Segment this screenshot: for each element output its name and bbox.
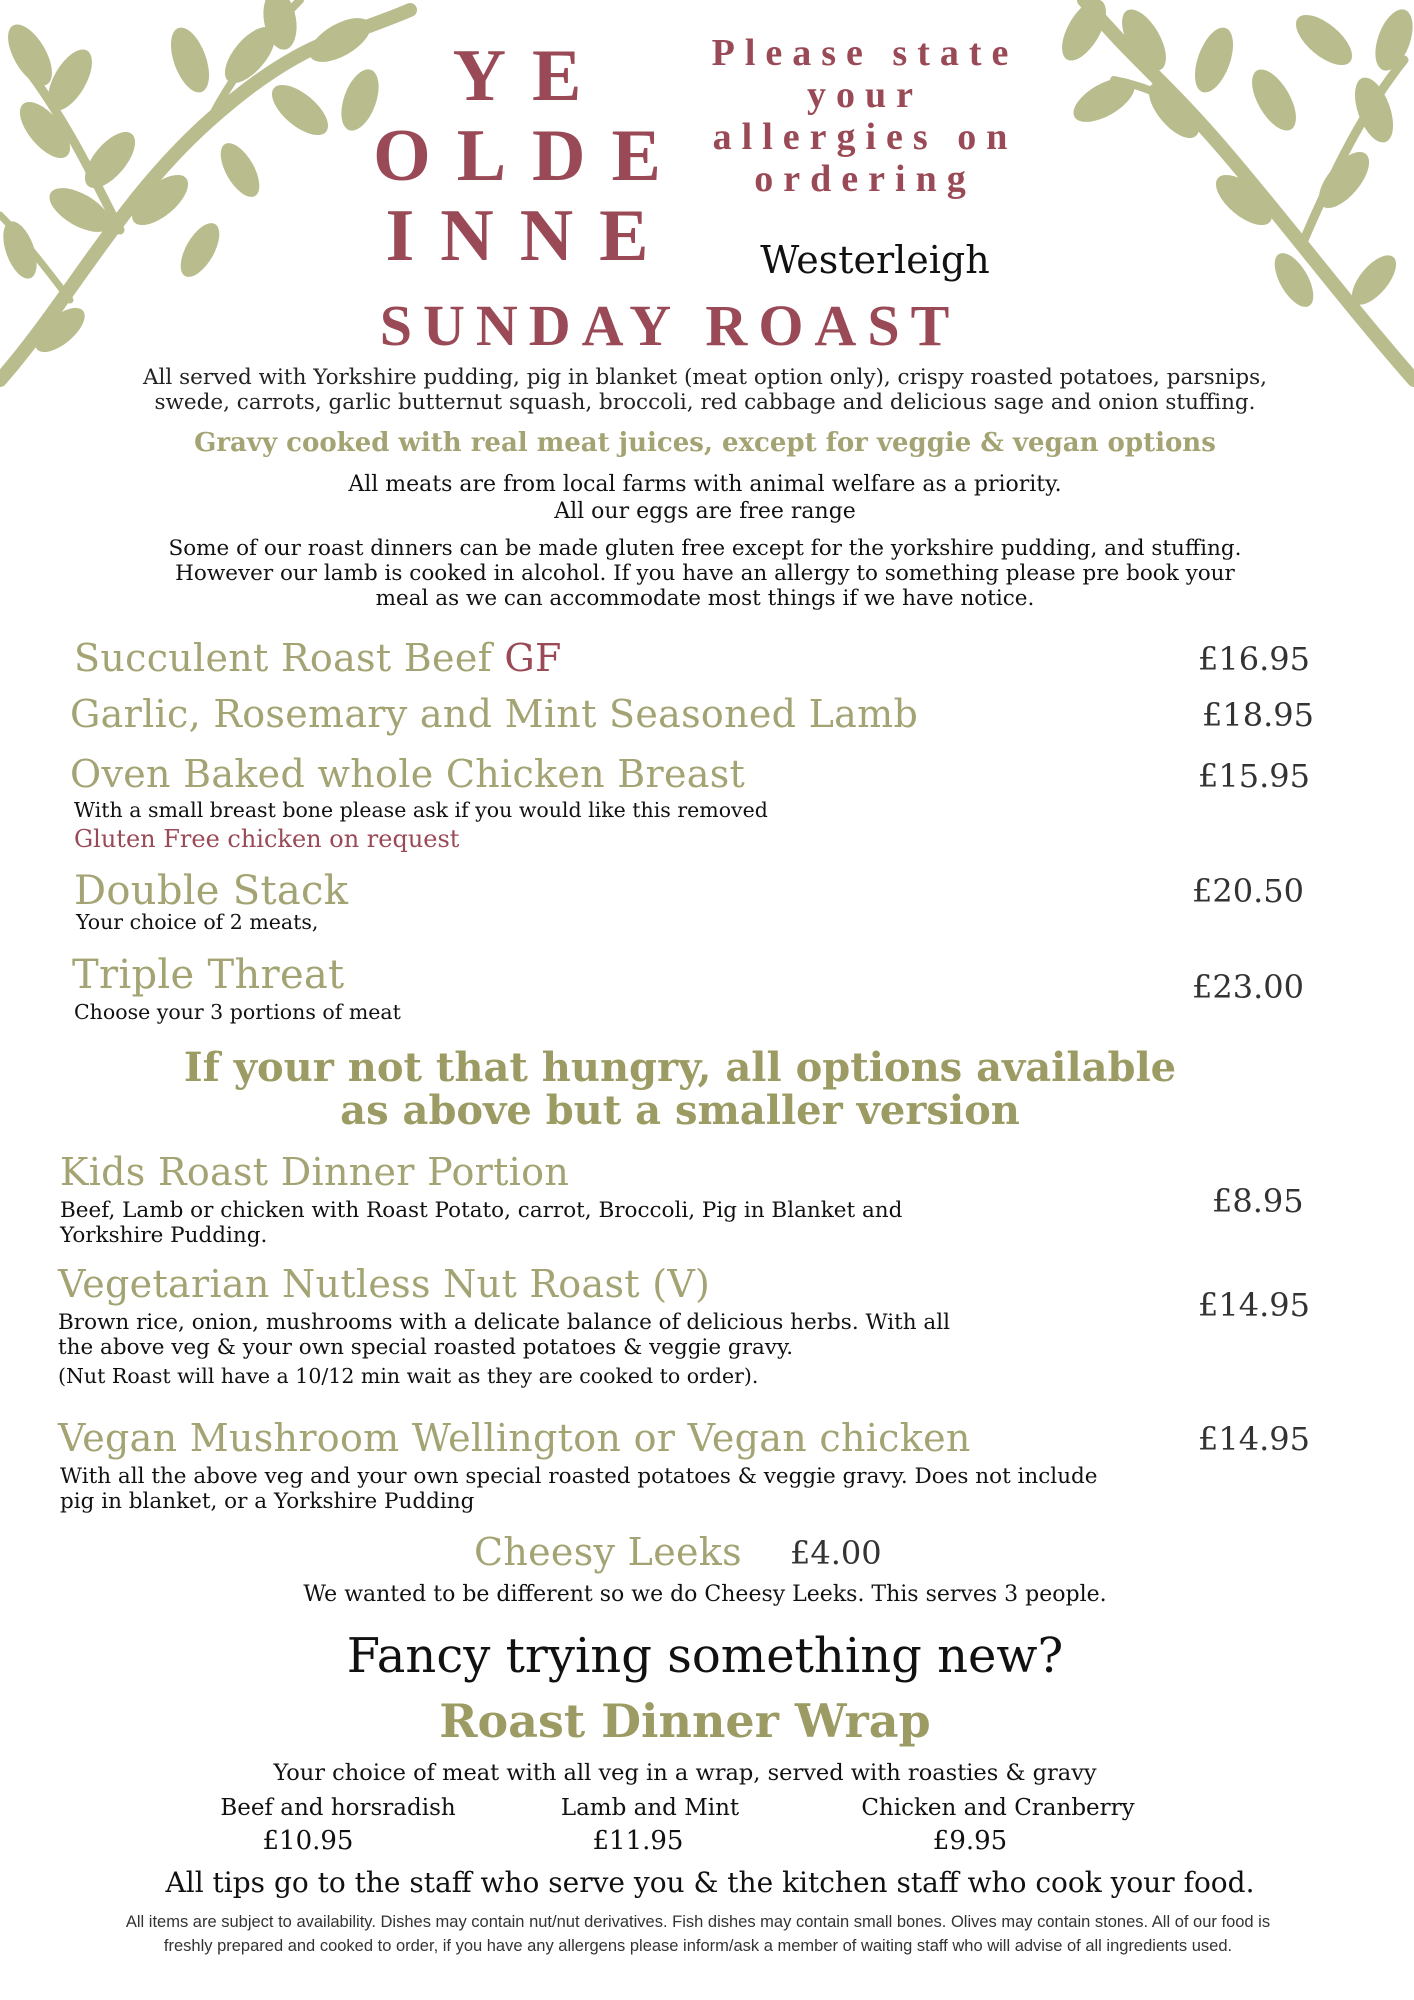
item-roast-beef: [74, 636, 562, 680]
wrap-option-chicken: Chicken and Cranberry: [861, 1795, 1135, 1821]
cheesy-leeks-desc: We wanted to be different so we do Cheesy Leeks. This serves 3 people.: [303, 1582, 1107, 1607]
item-lamb-price: £18.95: [1202, 696, 1314, 734]
meats-note-2: All our eggs are free range: [554, 499, 856, 524]
restaurant-name: [370, 36, 690, 276]
smaller-portion-heading: If your not that hungry, all options available as above but a smaller version: [183, 1044, 1177, 1134]
cheesy-leeks-name: Cheesy Leeks: [474, 1530, 742, 1574]
wrap-tagline: Fancy trying something new?: [346, 1628, 1064, 1684]
item-vegan-price: £14.95: [1198, 1420, 1310, 1458]
item-roast-beef-name: Succulent Roast Beef: [74, 636, 492, 680]
wrap-option-beef-price: £10.95: [262, 1826, 354, 1856]
location-label: Westerleigh: [760, 238, 990, 282]
item-nut-roast-name: Vegetarian Nutless Nut Roast (V): [58, 1262, 711, 1306]
item-chicken-note: Gluten Free chicken on request: [74, 825, 460, 853]
item-vegan-desc: With all the above veg and your own special roasted potatoes & veggie gravy. Does not include pig in blanket, or a Yorkshire Pudding: [60, 1464, 1098, 1514]
wrap-desc: Your choice of meat with all veg in a wrap, served with roasties & gravy: [273, 1760, 1097, 1786]
wrap-option-lamb-price: £11.95: [592, 1826, 684, 1856]
wrap-option-lamb: Lamb and Mint: [560, 1795, 740, 1821]
item-triple-threat-price: £23.00: [1192, 968, 1304, 1006]
tips-note: All tips go to the staff who serve you & the kitchen staff who cook your food.: [165, 1866, 1255, 1899]
item-chicken-name: Oven Baked whole Chicken Breast: [70, 752, 746, 796]
wrap-option-chicken-price: £9.95: [932, 1826, 1008, 1856]
item-lamb-name: Garlic, Rosemary and Mint Seasoned Lamb: [70, 692, 919, 736]
item-double-stack-price: £20.50: [1192, 872, 1304, 910]
gravy-note: Gravy cooked with real meat juices, except for veggie & vegan options: [194, 428, 1216, 458]
item-triple-threat-name: Triple Threat: [72, 952, 345, 998]
wrap-title: Roast Dinner Wrap: [439, 1694, 931, 1748]
title-line-ye: YE: [452, 35, 608, 117]
item-kids-price: £8.95: [1212, 1182, 1304, 1220]
item-nut-roast-wait: (Nut Roast will have a 10/12 min wait as they are cooked to order).: [58, 1364, 759, 1388]
title-line-inne: INNE: [385, 195, 675, 277]
allergy-notice: Please state your allergies on ordering: [711, 32, 1019, 200]
item-roast-beef-price: £16.95: [1198, 640, 1310, 678]
item-kids-name: Kids Roast Dinner Portion: [60, 1150, 570, 1194]
item-chicken-desc: With a small breast bone please ask if you would like this removed: [74, 798, 768, 822]
item-double-stack-desc: Your choice of 2 meats,: [76, 910, 319, 934]
sunday-roast-heading: SUNDAY ROAST: [379, 293, 961, 358]
gluten-note: Some of our roast dinners can be made gluten free except for the yorkshire pudding, and stuffing. However our lamb is cooked in alcohol. If you have an allergy to something please pre book your meal as we can accommodate most things if we have notice.: [168, 536, 1242, 611]
right-branch-decoration: [1044, 0, 1414, 400]
item-chicken-price: £15.95: [1198, 757, 1310, 795]
meats-note-1: All meats are from local farms with animal welfare as a priority.: [348, 472, 1062, 497]
item-vegan-name: Vegan Mushroom Wellington or Vegan chicken: [58, 1416, 971, 1460]
item-nut-roast-price: £14.95: [1198, 1286, 1310, 1324]
title-line-olde: OLDE: [373, 115, 687, 197]
item-double-stack-name: Double Stack: [74, 868, 349, 914]
disclaimer: All items are subject to availability. Dishes may contain nut/nut derivatives. Fish dishes may contain small bones. Olives may contain stones. All of our food is freshly prepared and cooked to order, if you have any allergens please inform/ask a member of waiting staff who will advise of all ingredients used.: [125, 1913, 1271, 1955]
item-nut-roast-desc: Brown rice, onion, mushrooms with a delicate balance of delicious herbs. With all the above veg & your own special roasted potatoes & veggie gravy.: [58, 1310, 950, 1360]
gluten-free-tag: GF: [504, 636, 562, 680]
item-kids-desc: Beef, Lamb or chicken with Roast Potato, carrot, Broccoli, Pig in Blanket and Yorkshire Pudding.: [60, 1198, 903, 1248]
item-triple-threat-desc: Choose your 3 portions of meat: [74, 1000, 401, 1024]
cheesy-leeks-price: £4.00: [790, 1534, 882, 1572]
served-with-text: All served with Yorkshire pudding, pig in blanket (meat option only), crispy roasted potatoes, parsnips, swede, carrots, garlic butternut squash, broccoli, red cabbage and delicious sage and onion stuffing.: [143, 365, 1267, 415]
wrap-option-beef: Beef and horsradish: [220, 1795, 456, 1821]
